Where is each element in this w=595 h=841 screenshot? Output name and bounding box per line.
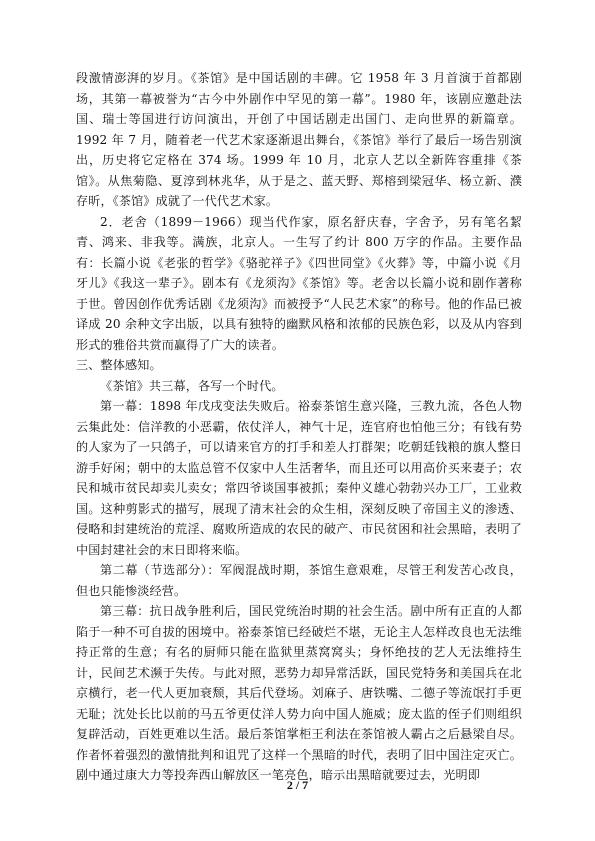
paragraph-act-three: 第三幕：抗日战争胜利后，国民党统治时期的社会生活。剧中所有正直的人都陷于一种不可自拔的困境中。裕泰茶馆已经破烂不堪，无论主人怎样改良也无法维持正常的生意；有名的厨师只能在监狱里蒸窝窝头；身怀绝技的艺人无法维持生计，民间艺术濒于失传。与此对照，恶势力却异常活跃，国民党特务和美国兵在北京横行，老一代人更加衰颓，其后代登场。刘麻子、唐铁嘴、二德子等流氓打手更无耻；沈处长比以前的马五爷更仗洋人势力向中国人施威；庞太监的侄子们则组织复辟活动，百姓更难以生活。最后茶馆掌柜王利法在茶馆被人霸占之后悬梁自尽。作者怀着强烈的激情批判和诅咒了这样一个黑暗的时代，表明了旧中国注定灭亡。剧中通过康大力等投奔西山解放区一笔亮色，暗示出黑暗就要过去，光明即 [76, 604, 522, 782]
paragraph-chaguan-history: 段激情澎湃的岁月。《茶馆》是中国话剧的丰碑。它 1958 年 3 月首演于首都剧场，其第一幕被誉为“古今中外剧作中罕见的第一幕”。1980 年，该剧应邀赴法国、瑞士等国进行访问演出，开创了中国话剧走出国门、走向世界的新篇章。1992 年 7 月，随着老一代艺术家逐渐退出舞台，《茶馆》举行了最后一场告别演出，历史将它定格在 374 场。1999 年 10 月，北京人艺以全新阵容重排《茶馆》。从焦菊隐、夏淳到林兆华，从于是之、蓝天野、郑榕到梁冠华、杨立新、濮存昕，《茶馆》成就了一代代艺术家。 [76, 71, 522, 208]
paragraph-act-one: 第一幕：1898 年戊戌变法失败后。裕泰茶馆生意兴隆，三教九流，各色人物云集此处：信洋教的小恶霸，依仗洋人，神气十足，连官府也怕他三分；有钱有势的人家为了一只鸽子，可以请来官方的打手和差人打群架；吃朝廷钱粮的旗人整日游手好闲；朝中的太监总管不仅家中人生活奢华，而且还可以用高价买来妻子；农民和城市贫民却卖儿卖女；常四爷谈国事被抓；秦仲义雄心勃勃兴办工厂，工业救国。这种剪影式的描写，展现了清末社会的众生相，深刻反映了帝国主义的渗透、侵略和封建统治的荒淫、腐败所造成的农民的破产、市民贫困和社会黑暗，表明了中国封建社会的末日即将来临。 [76, 399, 522, 557]
body-text [76, 68, 522, 786]
paragraph-act-two: 第二幕（节选部分）：军阀混战时期，茶馆生意艰难，尽管王利发苦心改良，但也只能惨淡经营。 [76, 563, 522, 598]
paragraph-three-acts-intro: 《茶馆》共三幕，各写一个时代。 [100, 378, 284, 393]
section-heading-overall: 三、整体感知。 [76, 358, 162, 372]
page-number: 2 / 7 [286, 778, 309, 792]
paragraph-laoshe-bio: 2．老舍（1899－1966）现当代作家，原名舒庆春，字舍予，另有笔名絜青、鸿来、非我等。满族，北京人。一生写了约计 800 万字的作品。主要作品有：长篇小说《老张的哲学》《骆驼祥子》《四世同堂》《火葬》等，中篇小说《月牙儿》《我这一辈子》。剧本有《龙须沟》《茶馆》等。老舍以长篇小说和剧作著称于世。曾因创作优秀话剧《龙须沟》而被授予“人民艺术家”的称号。他的作品已被译成 20 余种文字出版，以具有独特的幽默风格和浓郁的民族色彩，以及从内容到形式的雅俗共赏而赢得了广大的读者。 [76, 214, 522, 352]
